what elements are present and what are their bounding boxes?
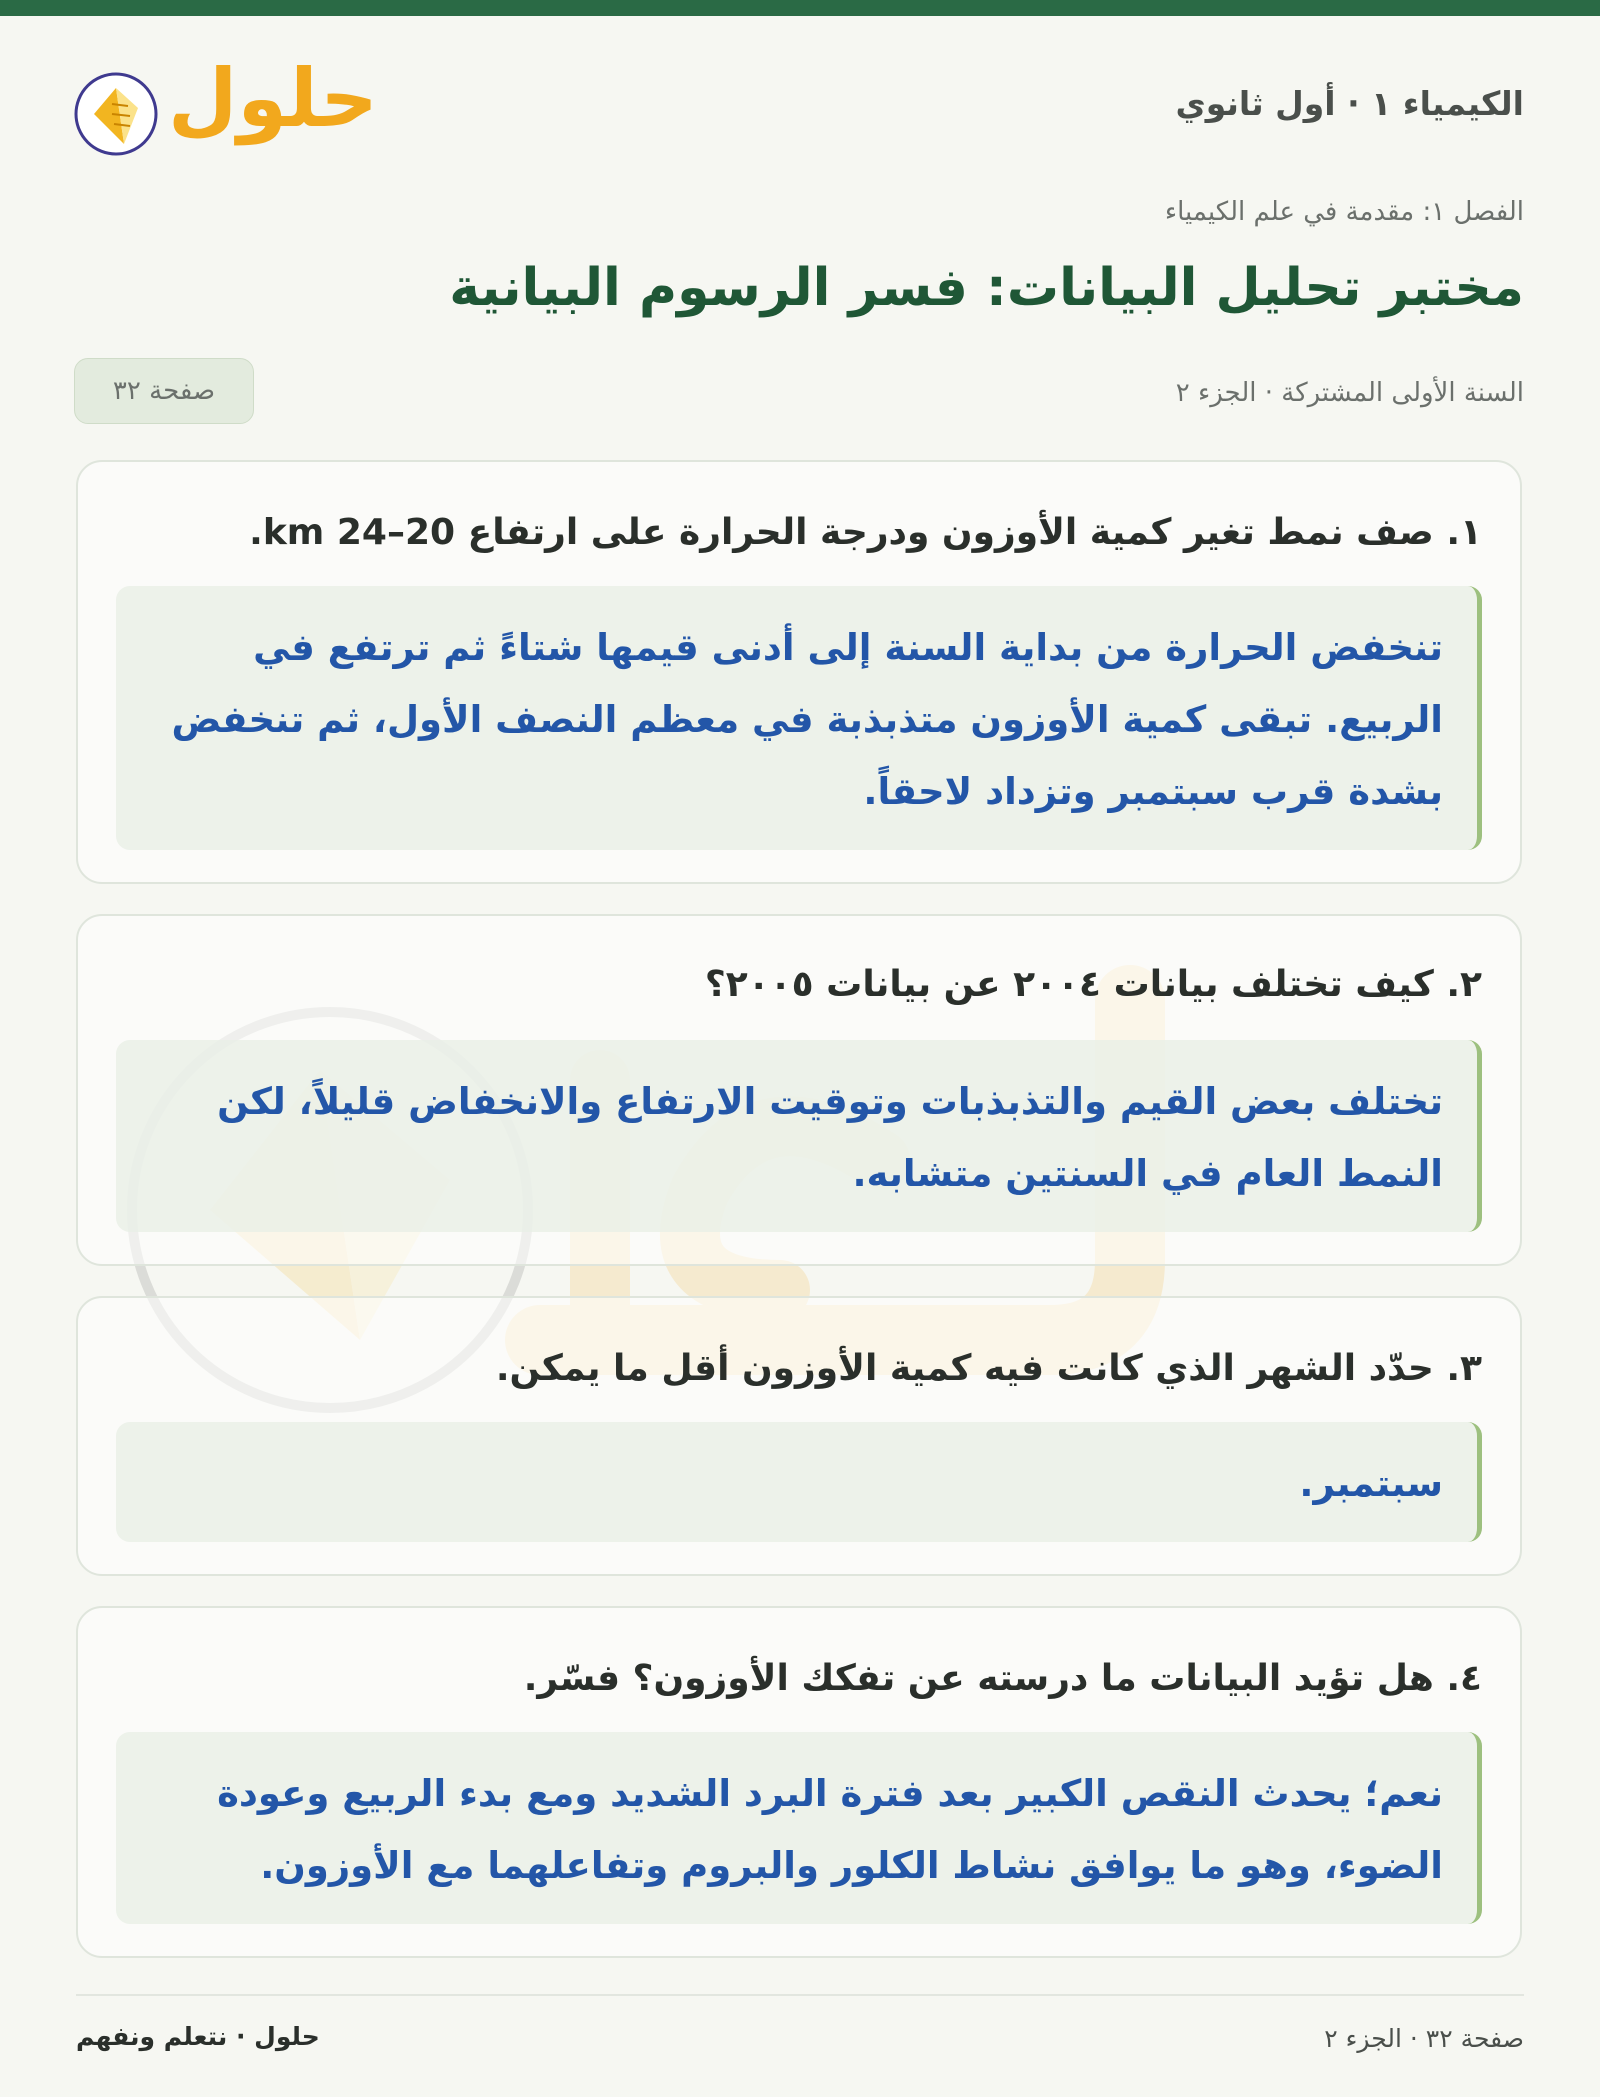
- site-logo[interactable]: [72, 52, 378, 162]
- question-card-4: [76, 1606, 1522, 1958]
- question-card-1: [76, 460, 1522, 884]
- question-card-2: [76, 914, 1522, 1266]
- question-text: ٢. كيف تختلف بيانات ٢٠٠٤ عن بيانات ٢٠٠٥؟: [704, 964, 1482, 1005]
- answer-text: نعم؛ يحدث النقص الكبير بعد فترة البرد الشديد ومع بدء الربيع وعودة الضوء، وهو ما يوافق نشاط الكلور والبروم وتفاعلهما مع الأوزون.: [217, 1772, 1443, 1887]
- question-text: ٣. حدّد الشهر الذي كانت فيه كمية الأوزون أقل ما يمكن.: [495, 1348, 1482, 1389]
- question-text: ١. صف نمط تغير كمية الأوزون ودرجة الحرارة على ارتفاع 20–24 km.: [249, 512, 1482, 553]
- answer-text: سبتمبر.: [1299, 1462, 1443, 1505]
- question-text: ٤. هل تؤيد البيانات ما درسته عن تفكك الأوزون؟ فسّر.: [523, 1658, 1482, 1699]
- question-card-3: [76, 1296, 1522, 1576]
- footer-page-info: صفحة ٣٢ · الجزء ٢: [1324, 2024, 1524, 2053]
- course-label: الكيمياء ١ · أول ثانوي: [1175, 84, 1524, 123]
- footer-brand: حلول · نتعلم ونفهم: [76, 2022, 320, 2051]
- answer-box: [116, 586, 1482, 850]
- page-title: مختبر تحليل البيانات: فسر الرسوم البيانية: [449, 258, 1524, 318]
- chapter-label: الفصل ١: مقدمة في علم الكيمياء: [1164, 197, 1524, 227]
- answer-text: تختلف بعض القيم والتذبذبات وتوقيت الارتفاع والانخفاض قليلاً، لكن النمط العام في السنتين متشابه.: [217, 1080, 1443, 1195]
- logo-text: حلول: [168, 52, 378, 145]
- grade-part-label: السنة الأولى المشتركة · الجزء ٢: [1175, 378, 1524, 408]
- top-accent-bar: [0, 0, 1600, 16]
- page-number-badge: صفحة ٣٢: [74, 358, 254, 424]
- answer-box: [116, 1732, 1482, 1924]
- answer-box: [116, 1040, 1482, 1232]
- answer-box: [116, 1422, 1482, 1542]
- answer-text: تنخفض الحرارة من بداية السنة إلى أدنى قيمها شتاءً ثم ترتفع في الربيع. تبقى كمية الأوزون متذبذبة في معظم النصف الأول، ثم تنخفض بشدة قرب سبتمبر وتزداد لاحقاً.: [171, 626, 1443, 813]
- footer-divider: [76, 1994, 1524, 1996]
